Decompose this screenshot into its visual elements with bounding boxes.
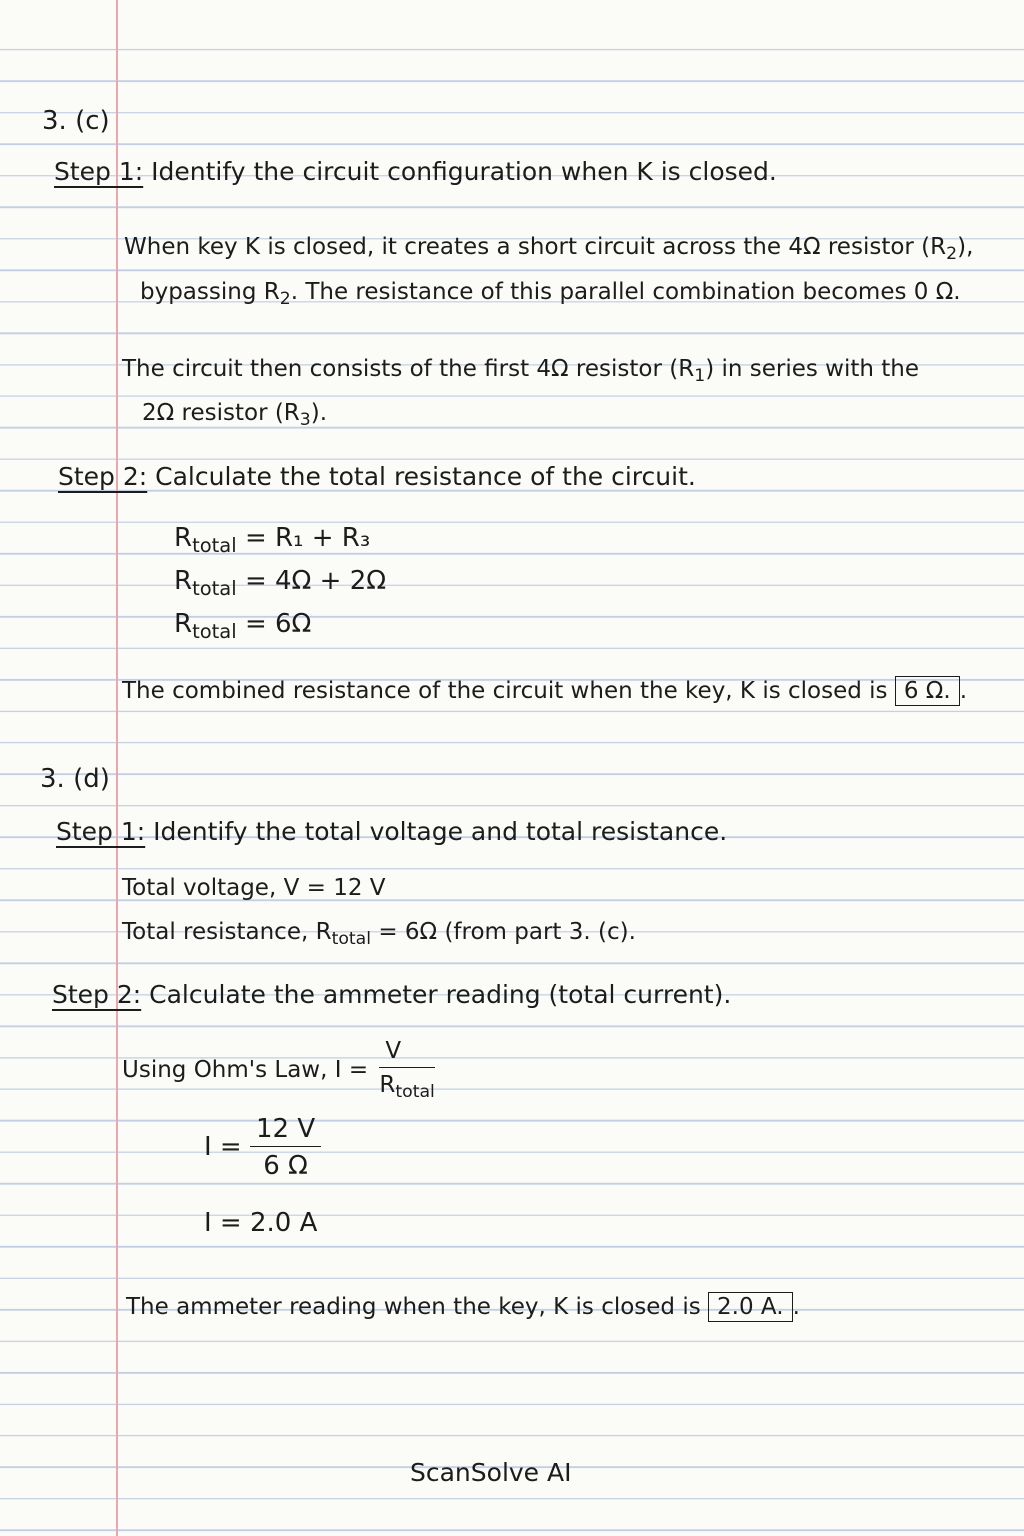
part-d-step1-heading: Identify the total voltage and total resistance. [153, 817, 728, 846]
text: = R₁ + R₃ [244, 523, 371, 553]
part-d-label: 3. (d) [40, 764, 110, 794]
text: Using Ohm's Law, I = [122, 1057, 369, 1084]
subscript: 1 [694, 366, 706, 387]
total-voltage: Total voltage, V = 12 V [122, 875, 386, 901]
part-d-step1 [56, 819, 727, 844]
part-d-step2-prefix: Step 2: [52, 980, 142, 1009]
text: ) in series with the [705, 356, 920, 382]
current-fraction [250, 1116, 321, 1179]
current-calc [204, 1116, 321, 1179]
subscript: total [395, 1082, 435, 1103]
denominator: 6 Ω [263, 1151, 308, 1181]
text: . The resistance of this parallel combination becomes 0 Ω. [290, 279, 961, 305]
subscript: total [192, 533, 237, 557]
total-resistance [122, 921, 636, 948]
subscript: 2 [279, 289, 291, 310]
part-c-step2-heading: Calculate the total resistance of the circuit. [155, 462, 696, 491]
text: bypassing R [140, 279, 280, 305]
text: The circuit then consists of the first 4Ω resistor (R [122, 356, 695, 382]
numerator: V [379, 1040, 434, 1068]
subscript: total [331, 929, 372, 950]
margin-line [116, 0, 118, 1536]
part-c-para1-line1 [124, 236, 973, 263]
eq-line-2 [174, 568, 386, 598]
current-result: I = 2.0 A [204, 1208, 318, 1238]
subscript: 2 [946, 244, 958, 265]
text: Total resistance, R [122, 919, 332, 945]
text: When key K is closed, it creates a short circuit across the 4Ω resistor (R [124, 234, 947, 260]
period: . [959, 678, 967, 704]
text: ). [310, 400, 328, 426]
ohms-law [122, 1040, 435, 1101]
text: R [174, 566, 193, 596]
part-c-para1-line2 [140, 281, 961, 308]
part-c-step2-prefix: Step 2: [58, 462, 148, 491]
part-c-step1 [54, 159, 777, 184]
text: = 6Ω (from part 3. (c). [371, 919, 636, 945]
text: ), [957, 234, 974, 260]
part-d-step1-prefix: Step 1: [56, 817, 146, 846]
numerator: 12 V [250, 1116, 321, 1147]
text: R [174, 523, 193, 553]
eq-line-1 [174, 525, 370, 555]
ohms-fraction [379, 1040, 434, 1101]
text: = 4Ω + 2Ω [244, 566, 387, 596]
answer-box: 6 Ω. [895, 676, 960, 706]
text: The ammeter reading when the key, K is closed is [126, 1294, 701, 1320]
text: R [379, 1072, 396, 1098]
text: The combined resistance of the circuit when the key, K is closed is [122, 678, 888, 704]
text: = 6Ω [244, 609, 312, 639]
eq-line-3 [174, 611, 311, 641]
part-c-para2-line2 [142, 402, 327, 429]
answer-box: 2.0 A. [708, 1292, 793, 1322]
part-d-step2-heading: Calculate the ammeter reading (total current). [149, 980, 732, 1009]
part-c-conclusion [122, 676, 967, 706]
part-c-step1-prefix: Step 1: [54, 157, 144, 186]
part-c-label: 3. (c) [42, 106, 110, 136]
part-c-step1-heading: Identify the circuit configuration when K is closed. [151, 157, 777, 186]
footer-brand: ScanSolve AI [410, 1458, 572, 1487]
denominator [379, 1068, 434, 1101]
text: I = [204, 1132, 242, 1162]
subscript: total [192, 576, 237, 600]
text: R [174, 609, 193, 639]
period: . [792, 1294, 800, 1320]
part-c-step2 [58, 464, 696, 489]
part-d-step2 [52, 982, 731, 1007]
part-c-para2-line1 [122, 358, 919, 385]
text: 2Ω resistor (R [142, 400, 300, 426]
subscript: total [192, 619, 237, 643]
subscript: 3 [299, 410, 311, 431]
part-d-conclusion [126, 1292, 800, 1322]
